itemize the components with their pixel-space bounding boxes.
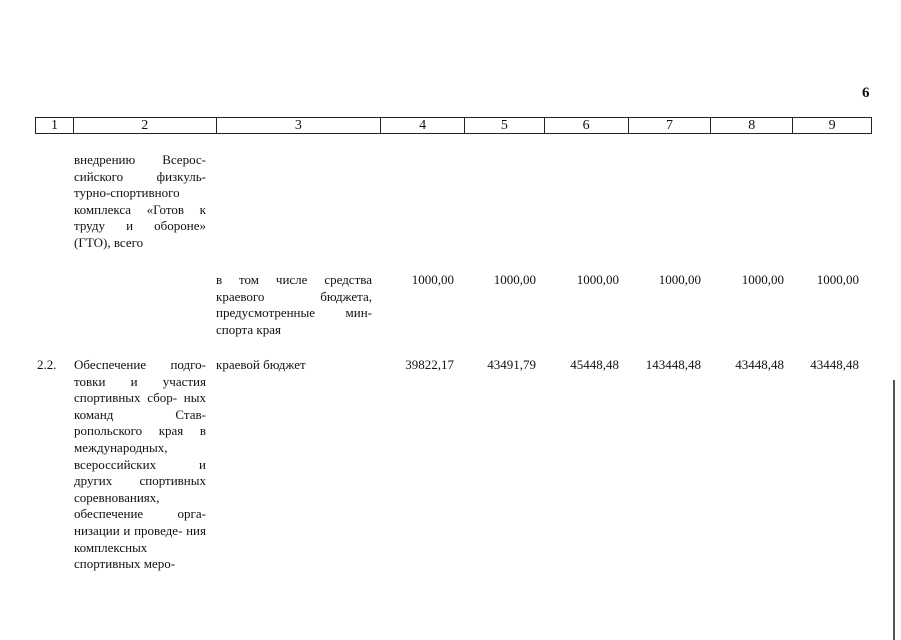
gto-value-col4: 1000,00 [411,272,454,287]
gto-value-col6: 1000,00 [576,272,619,287]
gto-value-col9: 1000,00 [816,272,859,287]
header-col-9: 9 [828,118,836,133]
gto-value-col8: 1000,00 [741,272,784,287]
header-col-1: 1 [36,118,74,133]
row-2-2-number: 2.2. [37,357,57,372]
header-col-3: 3 [217,118,382,133]
gto-activity-name: внедрению Всерос- сийского физкуль- турно-спортивного комплекса «Готов к труду и обороне» (ГТО), всего [74,152,206,250]
page-number: 6 [862,85,870,101]
header-col-8: 8 [711,118,793,133]
header-col-6: 6 [545,118,629,133]
row-2-2-value-col6: 45448,48 [570,357,619,372]
row-2-2-funding-source: краевой бюджет [216,357,306,372]
header-col-5: 5 [465,118,545,133]
row-2-2-value-col9: 43448,48 [810,357,859,372]
header-col-7: 7 [629,118,712,133]
scan-page-edge [893,380,895,640]
header-col-2: 2 [74,118,217,133]
gto-value-col7: 1000,00 [658,272,701,287]
gto-funding-source: в том числе средства краевого бюджета, предусмотренные мин- спорта края [216,272,372,337]
header-col-4: 4 [381,118,465,133]
row-2-2-value-col4: 39822,17 [405,357,454,372]
row-2-2-value-col5: 43491,79 [487,357,536,372]
row-2-2-activity-name: Обеспечение подго- товки и участия спортивных сбор- ных команд Став- ропольского края в международных, всероссийских и других спортивных соревнованиях, обеспечение орга- низации и проведе- ния комплексных спортивных меро- [74,357,206,572]
gto-value-col5: 1000,00 [493,272,536,287]
row-2-2-value-col7: 143448,48 [645,357,701,372]
table-header-row [35,117,872,134]
row-2-2-value-col8: 43448,48 [735,357,784,372]
